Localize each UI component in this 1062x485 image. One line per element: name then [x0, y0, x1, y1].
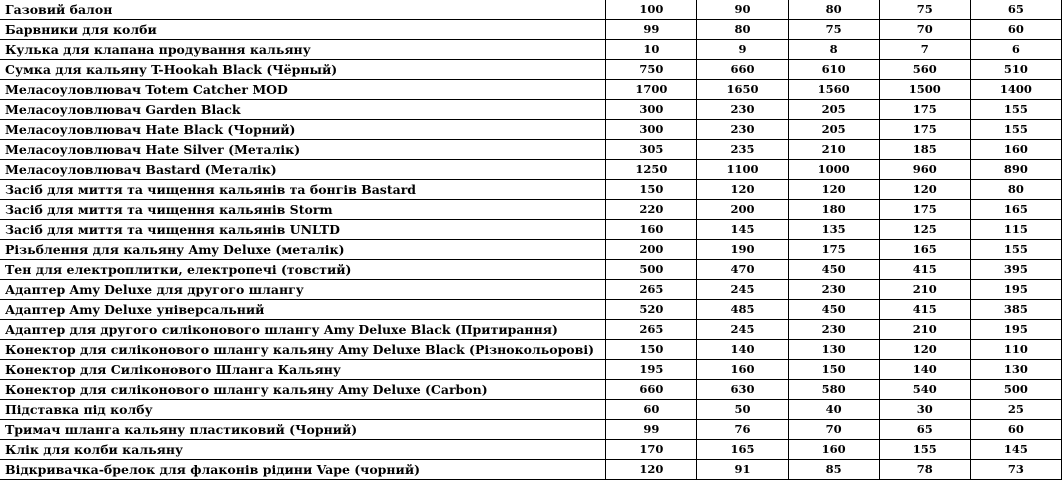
price-cell-5: 130 [970, 360, 1061, 380]
price-cell-1: 99 [606, 420, 697, 440]
price-cell-1: 100 [606, 0, 697, 20]
price-cell-5: 80 [970, 180, 1061, 200]
product-name-cell: Меласоуловлювач Hate Black (Чорний) [0, 120, 606, 140]
price-cell-2: 165 [697, 440, 788, 460]
price-cell-3: 180 [788, 200, 879, 220]
price-cell-3: 1560 [788, 80, 879, 100]
price-cell-4: 175 [879, 200, 970, 220]
price-cell-1: 300 [606, 100, 697, 120]
table-row [0, 300, 1062, 320]
price-cell-5: 155 [970, 100, 1061, 120]
price-cell-2: 470 [697, 260, 788, 280]
product-name-cell: Газовий балон [0, 0, 606, 20]
price-cell-5: 195 [970, 280, 1061, 300]
price-cell-1: 10 [606, 40, 697, 60]
price-cell-5: 65 [970, 0, 1061, 20]
price-cell-2: 245 [697, 320, 788, 340]
price-cell-1: 200 [606, 240, 697, 260]
price-cell-4: 415 [879, 260, 970, 280]
product-name-cell: Конектор для силіконового шлангу кальяну Amy Deluxe Black (Різнокольорові) [0, 340, 606, 360]
table-row [0, 100, 1062, 120]
price-cell-3: 75 [788, 20, 879, 40]
price-cell-2: 245 [697, 280, 788, 300]
price-cell-2: 120 [697, 180, 788, 200]
product-name-cell: Меласоуловлювач Hate Silver (Металік) [0, 140, 606, 160]
product-name-cell: Адаптер Amy Deluxe універсальний [0, 300, 606, 320]
price-cell-3: 205 [788, 120, 879, 140]
price-cell-1: 1250 [606, 160, 697, 180]
table-row [0, 440, 1062, 460]
price-cell-4: 120 [879, 340, 970, 360]
table-row [0, 180, 1062, 200]
product-name-cell: Підставка під колбу [0, 400, 606, 420]
table-row [0, 20, 1062, 40]
price-cell-3: 160 [788, 440, 879, 460]
price-cell-5: 60 [970, 420, 1061, 440]
price-cell-3: 175 [788, 240, 879, 260]
price-cell-4: 155 [879, 440, 970, 460]
price-cell-5: 500 [970, 380, 1061, 400]
price-cell-3: 40 [788, 400, 879, 420]
price-cell-3: 205 [788, 100, 879, 120]
product-name-cell: Засіб для миття та чищення кальянів та бонгів Bastard [0, 180, 606, 200]
price-cell-1: 660 [606, 380, 697, 400]
table-row [0, 40, 1062, 60]
price-cell-1: 300 [606, 120, 697, 140]
price-cell-4: 540 [879, 380, 970, 400]
price-cell-2: 235 [697, 140, 788, 160]
price-cell-4: 165 [879, 240, 970, 260]
price-cell-2: 485 [697, 300, 788, 320]
product-name-cell: Барвники для колби [0, 20, 606, 40]
price-cell-2: 90 [697, 0, 788, 20]
price-cell-3: 150 [788, 360, 879, 380]
table-row [0, 400, 1062, 420]
product-name-cell: Адаптер для другого силіконового шлангу Amy Deluxe Black (Притирання) [0, 320, 606, 340]
price-cell-1: 99 [606, 20, 697, 40]
table-row [0, 320, 1062, 340]
price-cell-5: 195 [970, 320, 1061, 340]
price-cell-4: 120 [879, 180, 970, 200]
price-cell-4: 185 [879, 140, 970, 160]
price-cell-5: 165 [970, 200, 1061, 220]
price-cell-5: 73 [970, 460, 1061, 480]
price-cell-4: 65 [879, 420, 970, 440]
product-name-cell: Адаптер Amy Deluxe для другого шлангу [0, 280, 606, 300]
price-cell-4: 30 [879, 400, 970, 420]
price-cell-1: 195 [606, 360, 697, 380]
table-row [0, 80, 1062, 100]
price-cell-2: 1650 [697, 80, 788, 100]
table-row [0, 340, 1062, 360]
product-name-cell: Засіб для миття та чищення кальянів Storm [0, 200, 606, 220]
price-cell-3: 230 [788, 320, 879, 340]
price-cell-3: 1000 [788, 160, 879, 180]
price-cell-5: 60 [970, 20, 1061, 40]
table-row [0, 0, 1062, 20]
price-cell-5: 6 [970, 40, 1061, 60]
price-cell-1: 150 [606, 340, 697, 360]
price-cell-3: 210 [788, 140, 879, 160]
table-row [0, 380, 1062, 400]
product-name-cell: Меласоуловлювач Bastard (Металік) [0, 160, 606, 180]
price-cell-3: 80 [788, 0, 879, 20]
price-cell-1: 1700 [606, 80, 697, 100]
price-cell-4: 70 [879, 20, 970, 40]
price-cell-4: 175 [879, 100, 970, 120]
price-cell-5: 115 [970, 220, 1061, 240]
product-name-cell: Клік для колби кальяну [0, 440, 606, 460]
price-cell-5: 155 [970, 120, 1061, 140]
price-cell-2: 660 [697, 60, 788, 80]
price-cell-4: 140 [879, 360, 970, 380]
price-cell-5: 395 [970, 260, 1061, 280]
price-cell-1: 265 [606, 320, 697, 340]
price-cell-3: 8 [788, 40, 879, 60]
price-cell-4: 415 [879, 300, 970, 320]
price-cell-1: 170 [606, 440, 697, 460]
price-cell-1: 305 [606, 140, 697, 160]
product-name-cell: Відкривачка-брелок для флаконів рідини Vape (чорний) [0, 460, 606, 480]
price-cell-1: 60 [606, 400, 697, 420]
table-row [0, 260, 1062, 280]
product-name-cell: Різьблення для кальяну Amy Deluxe (металік) [0, 240, 606, 260]
price-cell-2: 91 [697, 460, 788, 480]
price-cell-3: 450 [788, 300, 879, 320]
price-cell-4: 560 [879, 60, 970, 80]
price-cell-2: 230 [697, 120, 788, 140]
price-cell-3: 135 [788, 220, 879, 240]
table-row [0, 160, 1062, 180]
price-cell-5: 385 [970, 300, 1061, 320]
product-name-cell: Меласоуловлювач Garden Black [0, 100, 606, 120]
price-cell-2: 9 [697, 40, 788, 60]
table-row [0, 120, 1062, 140]
price-cell-5: 890 [970, 160, 1061, 180]
table-row [0, 220, 1062, 240]
price-cell-2: 50 [697, 400, 788, 420]
price-cell-5: 110 [970, 340, 1061, 360]
price-cell-2: 160 [697, 360, 788, 380]
product-name-cell: Меласоуловлювач Totem Catcher MOD [0, 80, 606, 100]
price-cell-1: 500 [606, 260, 697, 280]
table-row [0, 240, 1062, 260]
price-cell-4: 960 [879, 160, 970, 180]
price-cell-2: 630 [697, 380, 788, 400]
price-cell-4: 175 [879, 120, 970, 140]
price-cell-1: 120 [606, 460, 697, 480]
product-name-cell: Кулька для клапана продування кальяну [0, 40, 606, 60]
price-cell-4: 125 [879, 220, 970, 240]
product-name-cell: Сумка для кальяну T-Hookah Black (Чёрный) [0, 60, 606, 80]
product-name-cell: Тримач шланга кальяну пластиковий (Чорний) [0, 420, 606, 440]
price-cell-5: 160 [970, 140, 1061, 160]
price-cell-4: 78 [879, 460, 970, 480]
price-cell-5: 1400 [970, 80, 1061, 100]
price-cell-5: 510 [970, 60, 1061, 80]
price-cell-3: 130 [788, 340, 879, 360]
price-cell-3: 230 [788, 280, 879, 300]
table-row [0, 60, 1062, 80]
price-cell-2: 190 [697, 240, 788, 260]
table-row [0, 140, 1062, 160]
price-cell-4: 210 [879, 320, 970, 340]
price-cell-3: 610 [788, 60, 879, 80]
price-cell-2: 230 [697, 100, 788, 120]
price-cell-2: 1100 [697, 160, 788, 180]
price-cell-2: 76 [697, 420, 788, 440]
price-cell-4: 7 [879, 40, 970, 60]
price-cell-4: 210 [879, 280, 970, 300]
price-cell-1: 265 [606, 280, 697, 300]
price-cell-3: 580 [788, 380, 879, 400]
price-cell-1: 750 [606, 60, 697, 80]
price-cell-1: 150 [606, 180, 697, 200]
table-row [0, 460, 1062, 480]
product-name-cell: Засіб для миття та чищення кальянів UNLTD [0, 220, 606, 240]
price-cell-4: 75 [879, 0, 970, 20]
price-cell-5: 25 [970, 400, 1061, 420]
price-cell-2: 145 [697, 220, 788, 240]
price-cell-1: 160 [606, 220, 697, 240]
price-cell-4: 1500 [879, 80, 970, 100]
table-row [0, 360, 1062, 380]
price-cell-1: 220 [606, 200, 697, 220]
price-cell-5: 155 [970, 240, 1061, 260]
table-row [0, 280, 1062, 300]
price-cell-3: 85 [788, 460, 879, 480]
product-name-cell: Тен для електроплитки, електропечі (товстий) [0, 260, 606, 280]
price-cell-3: 70 [788, 420, 879, 440]
price-cell-1: 520 [606, 300, 697, 320]
price-cell-5: 145 [970, 440, 1061, 460]
price-cell-2: 140 [697, 340, 788, 360]
price-cell-3: 120 [788, 180, 879, 200]
table-row [0, 420, 1062, 440]
price-cell-3: 450 [788, 260, 879, 280]
price-cell-2: 200 [697, 200, 788, 220]
product-name-cell: Конектор для Силіконового Шланга Кальяну [0, 360, 606, 380]
product-name-cell: Конектор для силіконового шлангу кальяну Amy Deluxe (Carbon) [0, 380, 606, 400]
price-cell-2: 80 [697, 20, 788, 40]
table-row [0, 200, 1062, 220]
